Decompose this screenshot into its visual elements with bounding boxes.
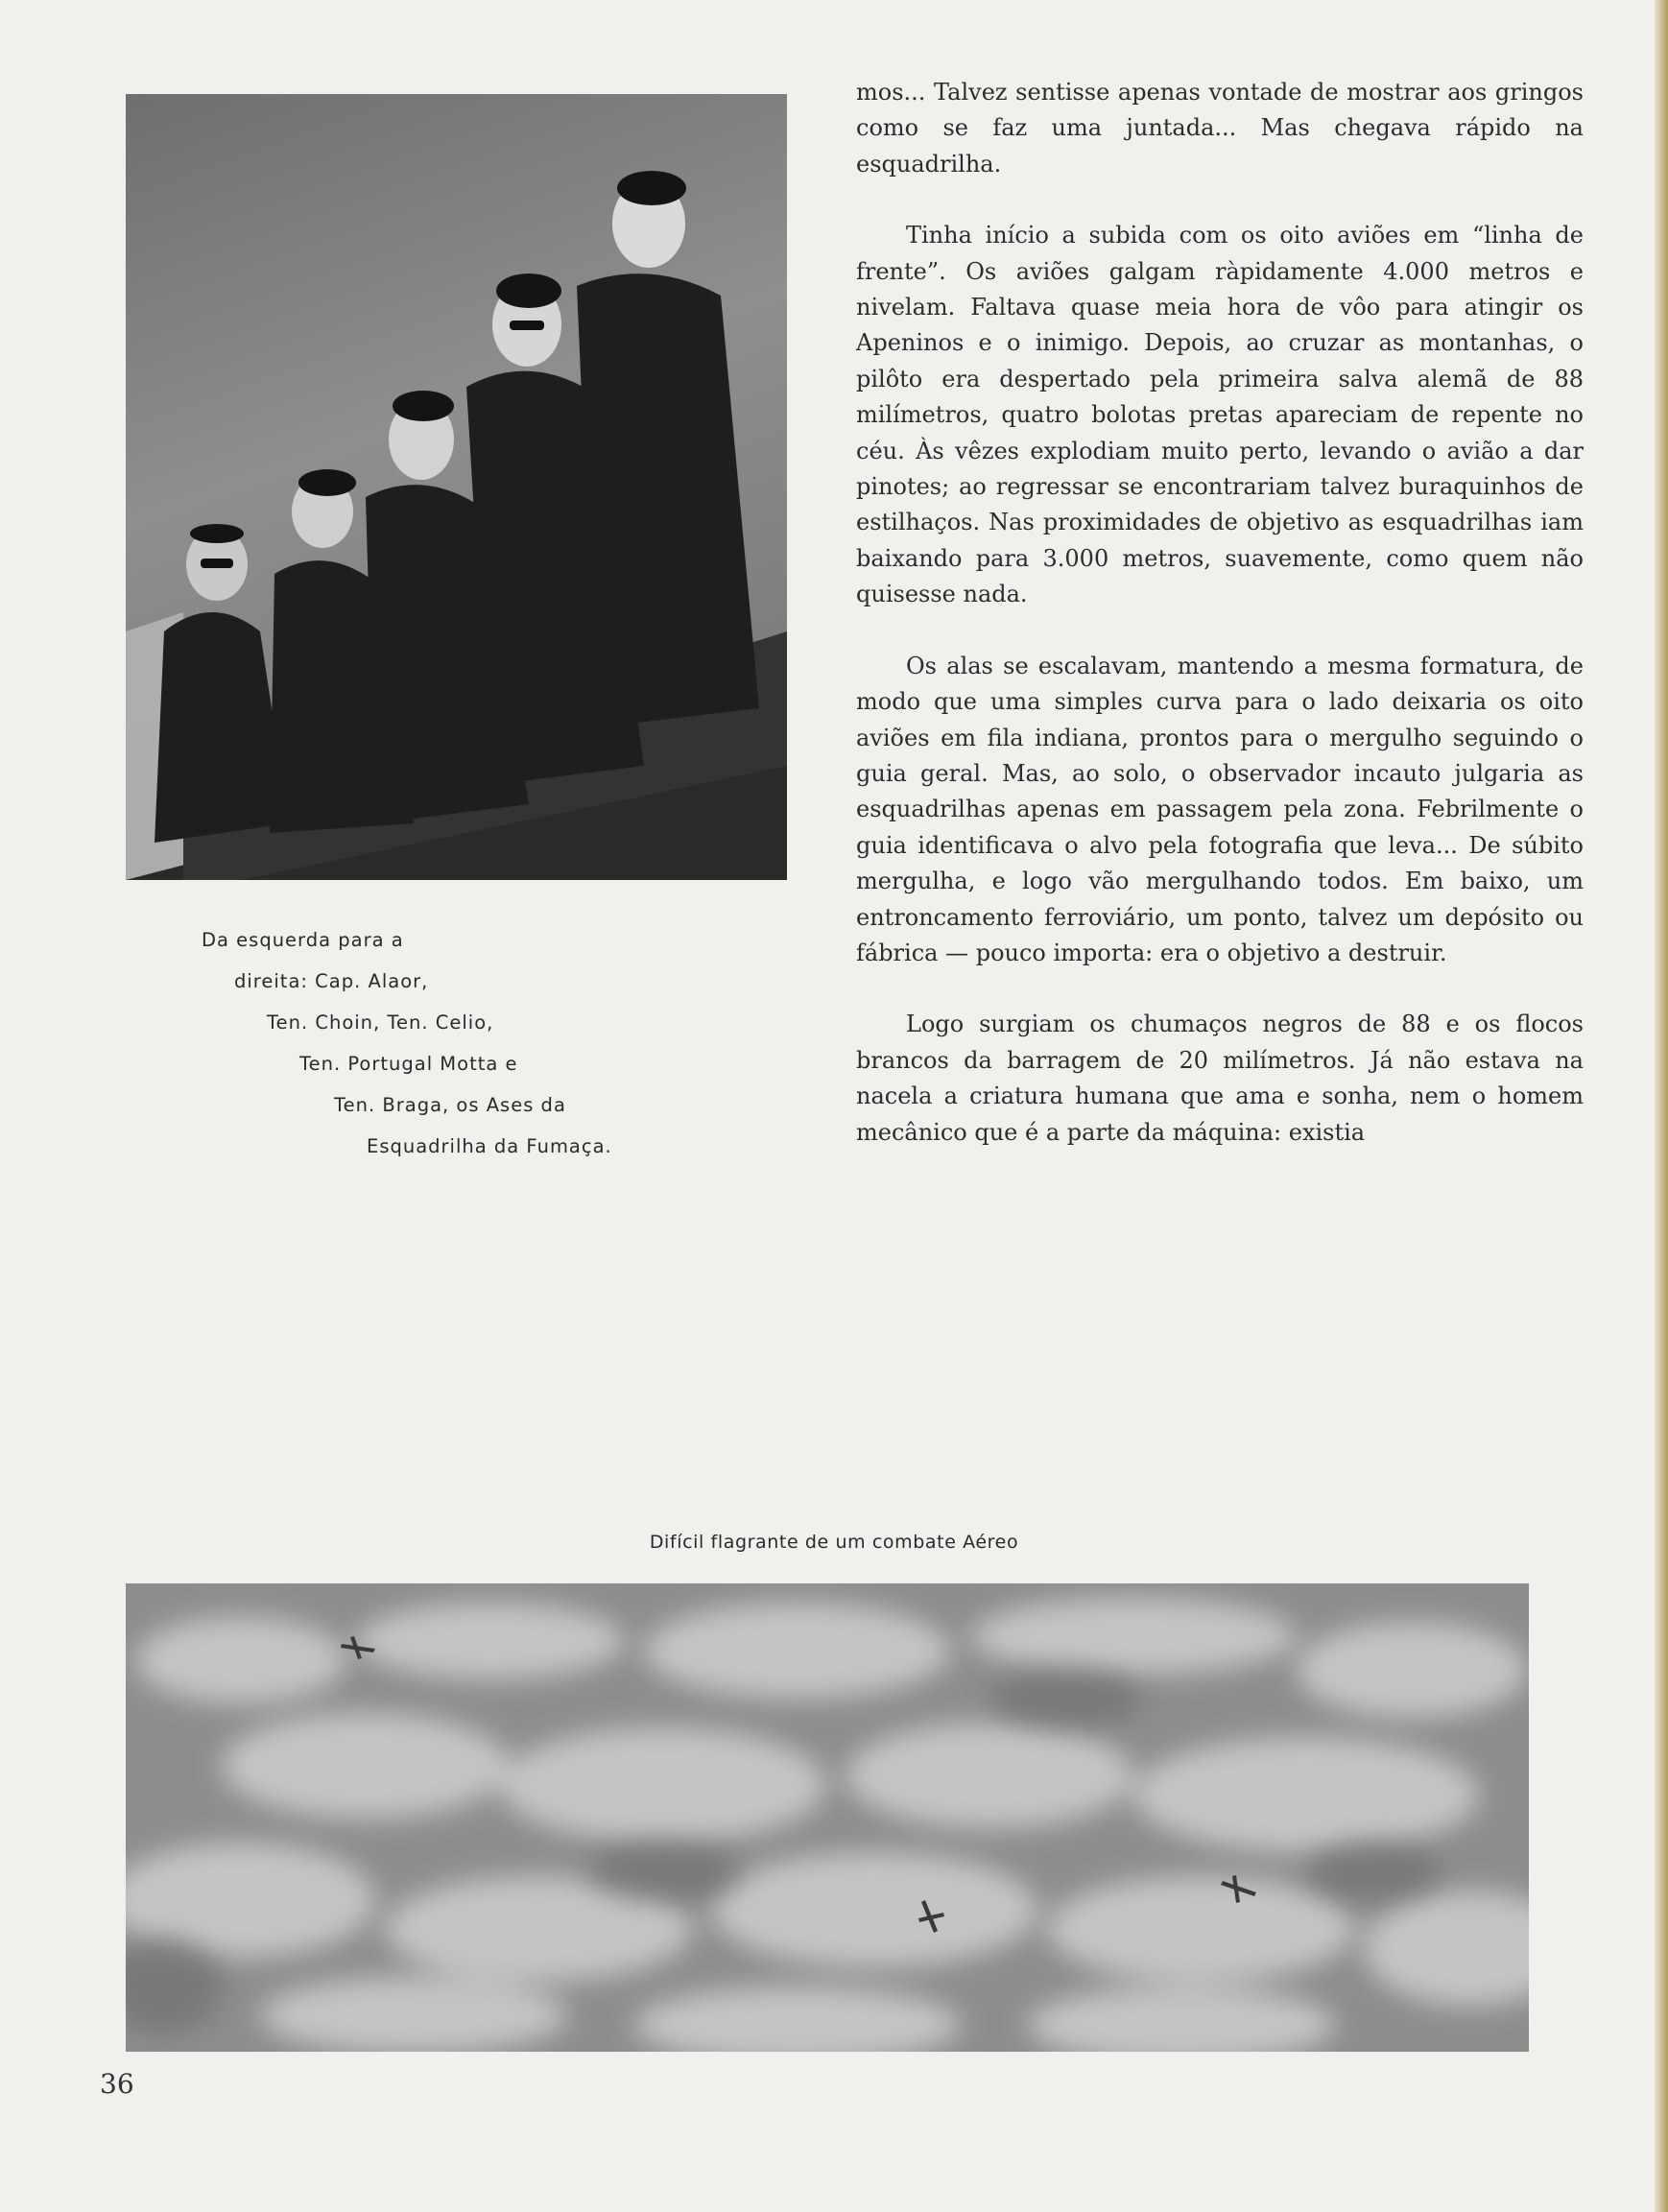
caption-line: Esquadrilha da Fumaça.	[367, 1135, 612, 1157]
paragraph: Logo surgiam os chumaços negros de 88 e os flocos brancos da barragem de 20 milímetros. Já não estava na nacela a criatura humana que ama e sonha, nem o homem mecânico que é a parte da máquina: existia	[856, 1011, 1584, 1146]
caption-line: Ten. Portugal Motta e	[299, 1053, 518, 1075]
article-text	[856, 75, 1584, 1186]
caption-line: Da esquerda para a	[202, 929, 404, 951]
page-edge	[1655, 0, 1668, 2212]
combat-photo	[126, 1583, 1529, 2052]
caption-line: Ten. Choin, Ten. Celio,	[267, 1011, 494, 1034]
pilots-caption	[192, 919, 691, 1167]
paragraph: Os alas se escalavam, mantendo a mesma formatura, de modo que uma simples curva para o lado deixaria os oito aviões em fila indiana, prontos para o mergulho seguindo o guia geral. Mas, ao solo, o observador incauto julgaria as esquadrilhas apenas em passagem pela zona. Febrilmente o guia identificava o alvo pela fotografia que leva... De súbito mergulha, e logo vão mergulhando todos. Em baixo, um entroncamento ferroviário, um ponto, talvez um depósito ou fábrica — pouco importa: era o objetivo a destruir.	[856, 652, 1584, 966]
page-number: 36	[100, 2068, 134, 2100]
caption-line: direita: Cap. Alaor,	[234, 970, 429, 992]
paragraph: mos... Talvez sentisse apenas vontade de mostrar aos gringos como se faz uma juntada... Mas chegava rápido na esquadrilha.	[856, 79, 1584, 178]
caption-line: Ten. Braga, os Ases da	[334, 1094, 566, 1116]
pilots-photo	[126, 94, 787, 880]
combat-caption: Difícil flagrante de um combate Aéreo	[649, 1532, 1019, 1553]
paragraph: Tinha início a subida com os oito aviões em “linha de frente”. Os aviões galgam ràpidamente 4.000 metros e nivelam. Faltava quase meia hora de vôo para atingir os Apeninos e o inimigo. Depois, ao cruzar as montanhas, o pilôto era despertado pela primeira salva alemã de 88 milímetros, quatro bolotas pretas apareciam de repente no céu. Às vêzes explodiam muito perto, levando o avião a dar pinotes; ao regressar se encontrariam talvez buraquinhos de estilhaços. Nas proximidades de objetivo as esquadrilhas iam baixando para 3.000 metros, suavemente, como quem não quisesse nada.	[856, 222, 1584, 608]
